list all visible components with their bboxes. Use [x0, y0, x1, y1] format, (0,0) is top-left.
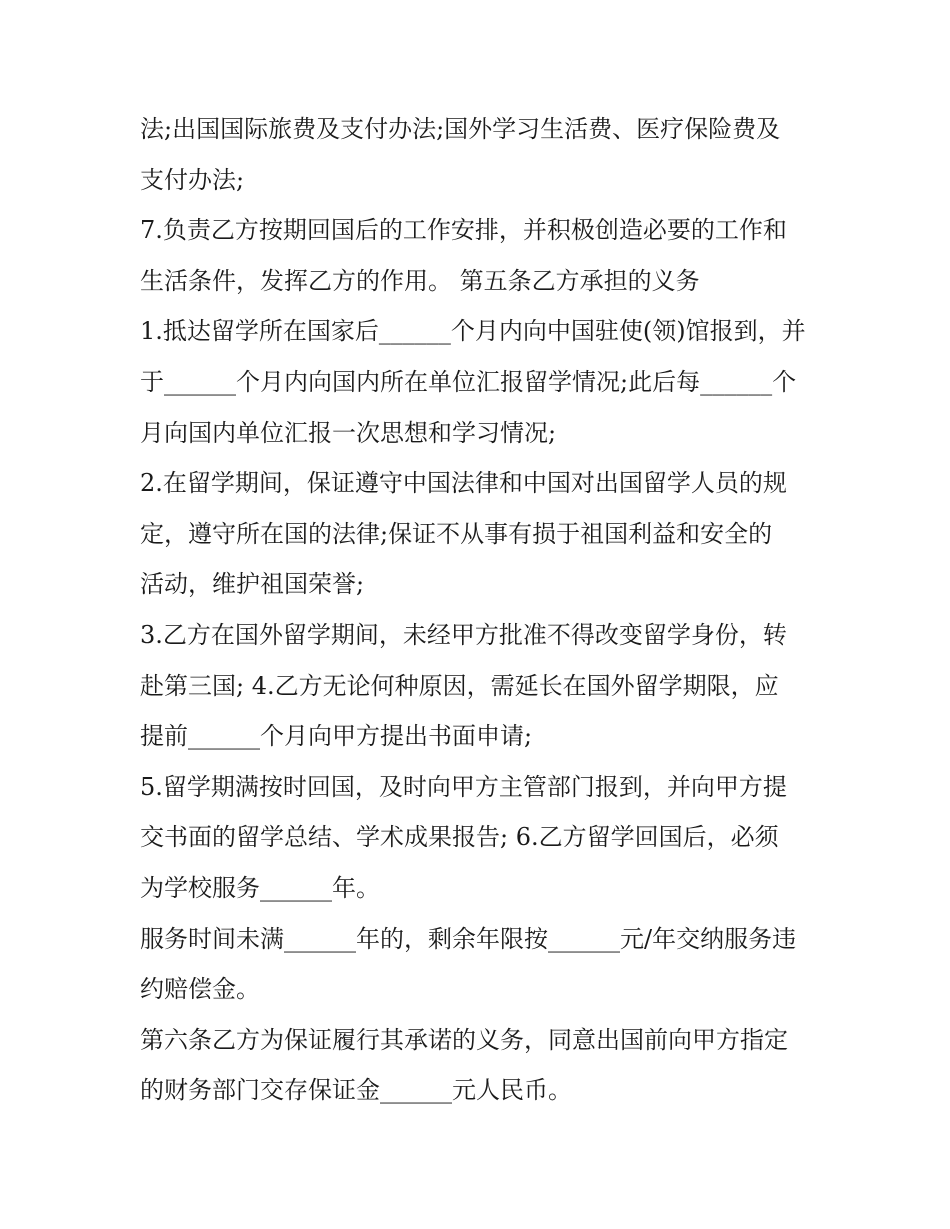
text-line: 5.留学期满按时回国，及时向甲方主管部门报到，并向甲方提: [140, 772, 787, 801]
text-line: 生活条件，发挥乙方的作用。 第五条乙方承担的义务: [140, 266, 700, 295]
text-line: 定，遵守所在国的法律;保证不从事有损于祖国利益和安全的: [140, 519, 773, 548]
text-line: 约赔偿金。: [140, 975, 260, 1004]
text-line: 月向国内单位汇报一次思想和学习情况;: [140, 418, 557, 447]
text-line: 交书面的留学总结、学术成果报告; 6.乙方留学回国后，必须: [140, 823, 779, 852]
text-line: 3.乙方在国外留学期间，未经甲方批准不得改变留学身份，转: [140, 620, 787, 649]
text-line: 支付办法;: [140, 165, 245, 194]
document-body: [140, 104, 830, 1116]
text-line: 法;出国国际旅费及支付办法;国外学习生活费、医疗保险费及: [140, 115, 781, 143]
text-line: 为学校服务______年。: [140, 873, 380, 902]
text-line: 第六条乙方为保证履行其承诺的义务，同意出国前向甲方指定: [140, 1025, 788, 1054]
text-line: 的财务部门交存保证金______元人民币。: [140, 1076, 572, 1105]
text-line: 1.抵达留学所在国家后______个月内向中国驻使(领)馆报到，并: [140, 317, 806, 346]
text-line: 于______个月内向国内所在单位汇报留学情况;此后每______个: [140, 367, 797, 396]
text-line: 赴第三国; 4.乙方无论何种原因，需延长在国外留学期限，应: [140, 671, 779, 700]
text-line: 活动，维护祖国荣誉;: [140, 570, 365, 599]
text-line: 服务时间未满______年的，剩余年限按______元/年交纳服务违: [140, 924, 797, 953]
text-line: 2.在留学期间，保证遵守中国法律和中国对出国留学人员的规: [140, 469, 787, 498]
text-line: 7.负责乙方按期回国后的工作安排，并积极创造必要的工作和: [140, 216, 787, 245]
text-line: 提前______个月向甲方提出书面申请;: [140, 722, 533, 751]
